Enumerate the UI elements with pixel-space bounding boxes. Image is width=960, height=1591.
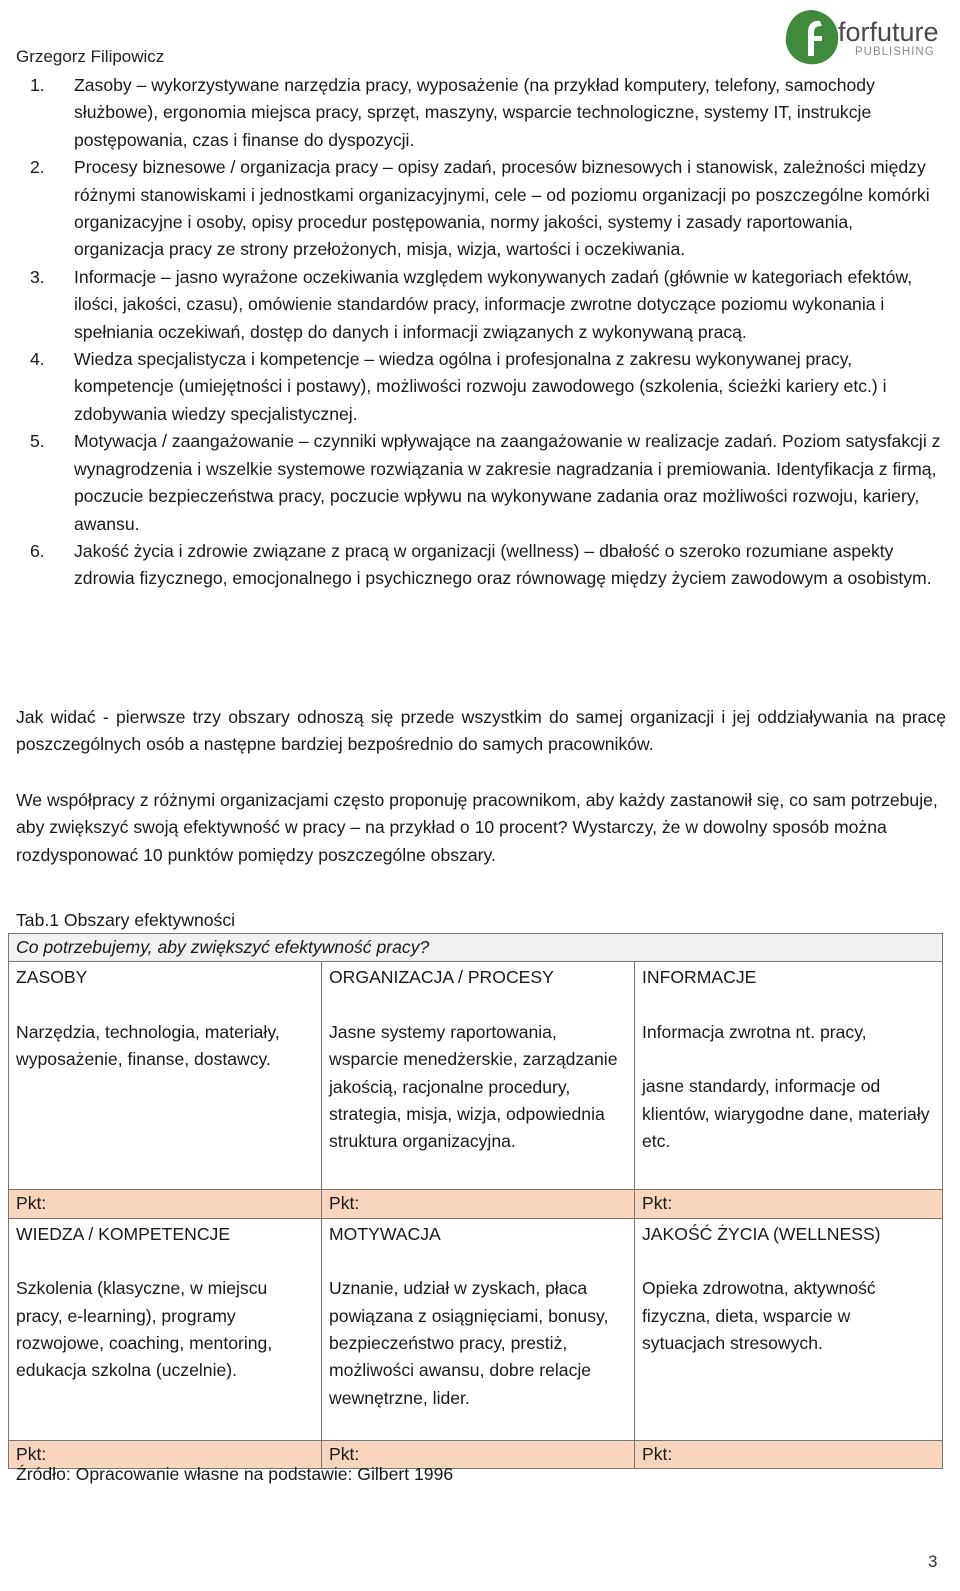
list-number: 2. xyxy=(30,157,45,178)
table-source: Źródło: Opracowanie własne na podstawie: Gilbert 1996 xyxy=(16,1464,454,1484)
list-item xyxy=(0,538,945,593)
list-item-text: Procesy biznesowe / organizacja pracy – opisy zadań, procesów biznesowych i stanowisk, zależności między różnymi stanowiskami i jednostkami organizacyjnymi, cele – od poziomu organizacji po poszczególne komórki organizacyjne i osoby, opisy procedur postępowania, normy jakości, systemy i zasady raportowania, organizacja pracy ze strony przełożonych, misja, wizja, wartości i oczekiwania. xyxy=(74,157,930,260)
area-description: Narzędzia, technologia, materiały, wyposażenie, finanse, dostawcy. xyxy=(16,1021,280,1070)
area-description-extra: jasne standardy, informacje od klientów, wiarygodne dane, materiały etc. xyxy=(642,1076,930,1152)
effectiveness-table xyxy=(8,933,943,1469)
area-title: MOTYWACJA xyxy=(329,1223,441,1244)
list-item xyxy=(0,154,945,264)
points-cell[interactable]: Pkt: xyxy=(635,1190,943,1218)
paragraph-proposal: We współpracy z różnymi organizacjami często proponuję pracownikom, aby każdy zastanowił się, co sam potrzebuje, aby zwiększyć swoją efektywność w pracy – na przykład o 10 procent? Wystarczy, że w dowolny sposób można rozdysponować 10 punktów pomiędzy poszczególne obszary. xyxy=(16,790,938,865)
list-item-text: Informacje – jasno wyrażone oczekiwania względem wykonywanych zadań (głównie w kategoriach efektów, ilości, jakości, czasu), omówienie standardów pracy, informacje zwrotne dotyczące poziomu wykonania i spełniania oczekiwań, dostęp do danych i informacji związanych z wykonywaną pracą. xyxy=(74,266,913,342)
page-number: 3 xyxy=(928,1552,938,1571)
points-cell[interactable]: Pkt: xyxy=(322,1440,635,1468)
table-question: Co potrzebujemy, aby zwiększyć efektywność pracy? xyxy=(9,934,943,962)
area-description: Uznanie, udział w zyskach, płaca powiązana z osiągnięciami, bonusy, bezpieczeństwo pracy, prestiż, możliwości awansu, dobre relacje wewnętrzne, lider. xyxy=(329,1278,609,1408)
logo-subtitle: PUBLISHING xyxy=(855,46,935,58)
list-item-text: Motywacja / zaangażowanie – czynniki wpływające na zaangażowanie w realizacje zadań. Poziom satysfakcji z wynagrodzenia i wszelkie systemowe rozwiązania w zakresie nagradzania i premiowania. Identyfikacja z firmą, poczucie bezpieczeństwa pracy, poczucie wpływu na wykonywane zadania oraz możliwości rozwoju, kariery, awansu. xyxy=(74,431,941,534)
points-cell[interactable]: Pkt: xyxy=(322,1190,635,1218)
list-item xyxy=(0,72,945,154)
points-cell[interactable]: Pkt: xyxy=(635,1440,943,1468)
list-number: 1. xyxy=(30,75,45,95)
list-item-text: Zasoby – wykorzystywane narzędzia pracy, wyposażenie (na przykład komputery, telefony, samochody służbowe), ergonomia miejsca pracy, sprzęt, maszyny, wsparcie technologiczne, systemy IT, instrukcje postępowania, czas i finanse do dyspozycji. xyxy=(74,75,875,150)
area-title: ORGANIZACJA / PROCESY xyxy=(329,967,554,988)
area-title: JAKOŚĆ ŻYCIA (WELLNESS) xyxy=(642,1223,881,1244)
list-number: 6. xyxy=(30,540,45,561)
author-name: Grzegorz Filipowicz xyxy=(16,47,165,66)
list-number: 4. xyxy=(30,349,45,370)
publisher-logo xyxy=(782,6,952,68)
table-cell xyxy=(9,962,322,1190)
area-description: Jasne systemy raportowania, wsparcie menedżerskie, zarządzanie jakością, racjonalne procedury, strategia, misja, wizja, odpowiednia struktura organizacyjna. xyxy=(329,1021,618,1152)
table-cell xyxy=(9,1218,322,1440)
list-item-text: Jakość życia i zdrowie związane z pracą w organizacji (wellness) – dbałość o szeroko rozumiane aspekty zdrowia fizycznego, emocjonalnego i psychicznego oraz równowagę między życiem zawodowym a osobistym. xyxy=(74,540,932,589)
list-item xyxy=(0,428,945,538)
table-cell xyxy=(322,962,635,1190)
area-title: WIEDZA / KOMPETENCJE xyxy=(16,1223,231,1244)
points-cell[interactable]: Pkt: xyxy=(9,1190,322,1218)
table-cell xyxy=(635,962,943,1190)
areas-list xyxy=(0,72,945,593)
points-cell[interactable]: Pkt: xyxy=(9,1440,322,1468)
area-title: INFORMACJE xyxy=(642,967,757,988)
list-item xyxy=(0,346,945,428)
table-cell xyxy=(635,1218,943,1440)
area-description: Informacja zwrotna nt. pracy, xyxy=(642,1021,867,1042)
table-cell xyxy=(322,1218,635,1440)
area-title: ZASOBY xyxy=(16,967,88,988)
list-item-text: Wiedza specjalistycza i kompetencje – wiedza ogólna i profesjonalna z zakresu wykonywanej pracy, kompetencje (umiejętności i postawy), możliwości rozwoju zawodowego (szkolenia, ścieżki kariery etc.) i zdobywania wiedzy specjalistycznej. xyxy=(74,349,887,424)
list-item xyxy=(0,264,945,346)
list-number: 5. xyxy=(30,431,45,452)
area-description: Opieka zdrowotna, aktywność fizyczna, dieta, wsparcie w sytuacjach stresowych. xyxy=(642,1278,876,1354)
table-caption: Tab.1 Obszary efektywności xyxy=(16,910,236,930)
paragraph-summary: Jak widać - pierwsze trzy obszary odnoszą się przede wszystkim do samej organizacji i jej oddziaływania na pracę poszczególnych osób a następne bardziej bezpośrednio do samych pracowników. xyxy=(16,707,946,755)
area-description: Szkolenia (klasyczne, w miejscu pracy, e-learning), programy rozwojowe, coaching, mentoring, edukacja szkolna (uczelnie). xyxy=(16,1278,273,1381)
logo-wordmark: forfuture xyxy=(838,17,939,47)
leaf-f-icon xyxy=(782,6,844,68)
list-number: 3. xyxy=(30,266,45,287)
